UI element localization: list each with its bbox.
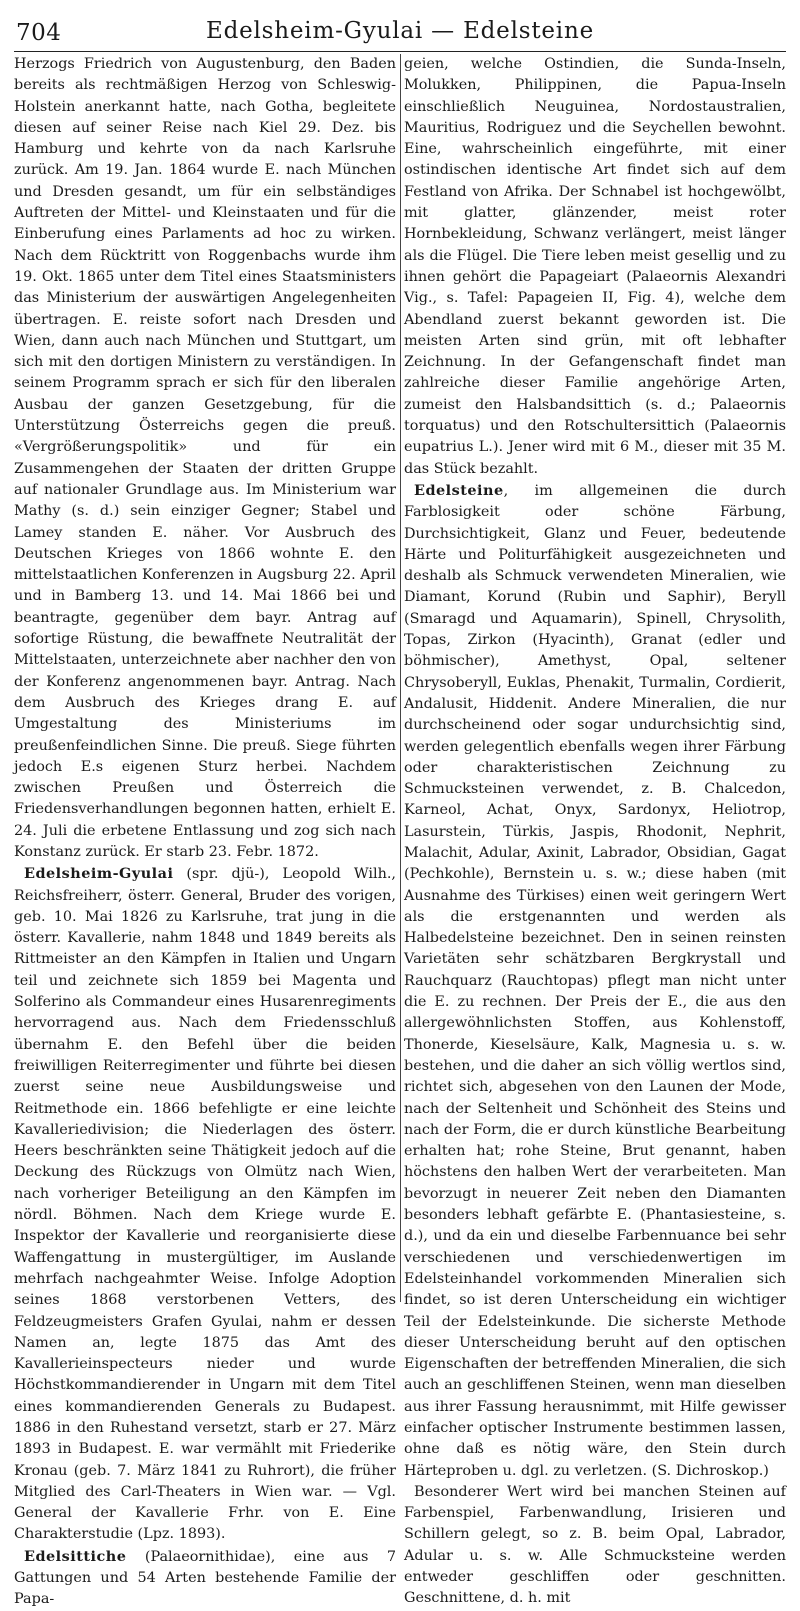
entry-edelsteine-text: , im allgemeinen die durch Farblosigkeit oder schöne Färbung, Durchsichtigkeit, Glanz und Feuer, bedeutende Härte und Politurfähigkeit ausgezeichneten und deshalb als Schmuck verwendeten Mineralien, wie Diamant, Korund (Rubin und Saphir), Beryll (Smaragd und Aquamarin), Spinell, Chrysolith, Topas, Zirkon (Hyacinth), Granat (edler und böhmischer), Amethyst, Opal, seltener Chrysoberyll, Euklas, Phenakit, Turmalin, Cordierit, Andalusit, Hiddenit. Andere Mineralien, die nur durchscheinend oder sogar undurchsichtig sind, werden gelegentlich ebenfalls wegen ihrer Färbung oder charakteristischen Zeichnung zu Schmucksteinen verwendet, z. B. Chalcedon, Karneol, Achat, Onyx, Sardonyx, Heliotrop, Lasurstein, Türkis, Jaspis, Rhodonit, Nephrit, Malachit, Adular, Axinit, Labrador, Obsidian, Gagat (Pechkohle), Bernstein u. s. w.; diese haben (mit Ausnahme des Türkises) einen weit geringern Wert als die erstgenannten und werden als Halbedelsteine bezeichnet. Den in seinen reinsten Varietäten sehr schätzbaren Bergkrystall und Rauchquarz (Rauchtopas) pflegt man nicht unter die E. zu rechnen. Der Preis der E., die aus den allergewöhnlichsten Stoffen, aus Kohlenstoff, Thonerde, Kieselsäure, Kalk, Magnesia u. s. w. bestehen, und die daher an sich völlig wertlos sind, richtet sich, abgesehen von den Launen der Mode, nach der Seltenheit und Schönheit des Steins und nach der Form, die er durch künstliche Bearbeitung erhalten hat; rohe Steine, Brut genannt, haben höchstens den halben Wert der verarbeiteten. Man bevorzugt in neuerer Zeit neben den Diamanten besonders lebhaft gefärbte E. (Phantasiesteine, s. d.), und da ein und dieselbe Farbennuance bei sehr verschiedenen und verschiedenwertigen im Edelsteinhandel vorkommenden Mineralien sich findet, so ist deren Unterscheidung ein wichtiger Teil der Edelsteinkunde. Die sicherste Methode dieser Unterscheidung beruht auf den optischen Eigenschaften der betreffenden Mineralien, die sich auch an geschliffenen Steinen, wenn man dieselben aus ihrer Fassung herausnimmt, mit Hilfe gewisser einfacher optischer Instrumente bestimmen lassen, ohne daß es nötig wäre, den Stein durch Härteproben u. dgl. zu verletzen. (S. Dichroskop.) xyxy=(404,482,786,1479)
entry-edelsittiche-continuation: geien, welche Ostindien, die Sunda-Inseln, Molukken, Philippinen, die Papua-Inseln einschließlich Neuguinea, Nordostaustralien, Mauritius, Rodriguez und die Seychellen bewohnt. Eine, wahrscheinlich eingeführte, mit einer ostindischen identische Art findet sich auf dem Festland von Afrika. Der Schnabel ist hochgewölbt, mit glatter, glänzender, meist roter Hornbekleidung, Schwanz verlängert, meist länger als die Flügel. Die Tiere leben meist gesellig und zu ihnen gehört die Papageiart (Palaeornis Alexandri Vig., s. Tafel: Papageien II, Fig. 4), welche dem Abendland zuerst bekannt geworden ist. Die meisten Arten sind grün, mit oft lebhafter Zeichnung. In der Gefangenschaft findet man zahlreiche dieser Familie angehörige Arten, zumeist den Halsbandsittich (s. d.; Palaeornis torquatus) und den Rotschultersittich (Palaeornis eupatrius L.). Jener wird mit 6 M., dieser mit 35 M. das Stück bezahlt. xyxy=(404,56,786,477)
running-head: Edelsheim-Gyulai — Edelsteine xyxy=(206,18,594,44)
entry-edelsheim-gyulai-text: (spr. djü-), Leopold Wilh., Reichsfreiherr, österr. General, Bruder des vorigen, geb. 10. Mai 1826 zu Karlsruhe, trat jung in die österr. Kavallerie, nahm 1848 und 1849 bereits als Rittmeister an den Kämpfen in Italien und Ungarn teil und zeichnete sich 1859 bei Magenta und Solferino als Commandeur eines Husarenregiments hervorragend aus. Nach dem Friedensschluß übernahm E. den Befehl über die beiden freiwilligen Reiterregimenter und führte bei diesen zuerst seine neue Ausbildungsweise und Reitmethode ein. 1866 befehligte er eine leichte Kavalleriedivision; die Niederlagen des österr. Heers beschränkten seine Thätigkeit jedoch auf die Deckung des Rückzugs von Olmütz nach Wien, nach vorheriger Beteiligung an den Kämpfen im nördl. Böhmen. Nach dem Kriege wurde E. Inspektor der Kavallerie und reorganisierte diese Waffengattung in mustergültiger, im Auslande mehrfach nachgeahmter Weise. Infolge Adoption seines 1868 verstorbenen Vetters, des Feldzeugmeisters Grafen Gyulai, nahm er dessen Namen an, legte 1875 das Amt des Kavallerieinspecteurs nieder und wurde Höchstkommandierender in Ungarn mit dem Titel eines kommandierenden Generals zu Budapest. 1886 in den Ruhestand versetzt, starb er 27. März 1893 in Budapest. E. war vermählt mit Friederike Kronau (geb. 7. März 1841 zu Ruhrort), die früher Mitglied des Carl-Theaters in Wien war. — Vgl. General der Kavallerie Frhr. von E. Eine Charakterstudie (Lpz. 1893). xyxy=(14,866,396,1543)
left-column xyxy=(14,54,396,1608)
headword-edelsteine: Edelsteine xyxy=(414,481,504,499)
entry-continuation: Herzogs Friedrich von Augustenburg, den Baden bereits als rechtmäßigen Herzog von Schleswig-Holstein anerkannt hatte, nach Gotha, begleitete diesen auf seiner Reise nach Kiel 29. Dez. bis Hamburg und kehrte von da nach Karlsruhe zurück. Am 19. Jan. 1864 wurde E. nach München und Dresden gesandt, um für ein selbständiges Auftreten der Mittel- und Kleinstaaten und für die Einberufung eines Parlaments ad hoc zu wirken. Nach dem Rücktritt von Roggenbachs wurde ihm 19. Okt. 1865 unter dem Titel eines Staatsministers das Ministerium der auswärtigen Angelegenheiten übertragen. E. reiste sofort nach Dresden und Wien, dann auch nach München und Stuttgart, um sich mit den dortigen Ministern zu verständigen. In seinem Programm sprach er sich für den liberalen Ausbau der ganzen Gesetzgebung, für die Unterstützung Österreichs gegen die preuß. «Vergrößerungspolitik» und für ein Zusammengehen der Staaten der dritten Gruppe auf nationaler Grundlage aus. Im Ministerium war Mathy (s. d.) sein einziger Gegner; Stabel und Lamey standen E. näher. Vor Ausbruch des Deutschen Krieges von 1866 wohnte E. den mittelstaatlichen Konferenzen in Augsburg 22. April und in Bamberg 13. und 14. Mai 1866 bei und beantragte, gegenüber dem bayr. Antrag auf sofortige Rüstung, die bewaffnete Neutralität der Mittelstaaten, unterzeichnete aber nachher den von der Konferenz angenommenen bayr. Antrag. Nach dem Ausbruch des Krieges drang E. auf Umgestaltung des Ministeriums im preußenfeindlichen Sinne. Die preuß. Siege führten jedoch E.s eigenen Sturz herbei. Nachdem zwischen Preußen und Österreich die Friedensverhandlungen begonnen hatten, erhielt E. 24. Juli die erbetene Entlassung und zog sich nach Konstanz zurück. Er starb 23. Febr. 1872. xyxy=(14,56,396,860)
text-columns xyxy=(14,54,786,1608)
page-number: 704 xyxy=(16,20,62,46)
entry-edelsteine xyxy=(404,480,786,1482)
headword-edelsheim-gyulai: Edelsheim-Gyulai xyxy=(24,865,174,883)
page-header xyxy=(14,14,786,54)
column-divider xyxy=(400,54,401,1302)
entry-edelsteine-paragraph-2: Besonderer Wert wird bei manchen Steinen auf Farbenspiel, Farbenwandlung, Irisieren und Schillern gelegt, so z. B. beim Opal, Labrador, Adular u. s. w. Alle Schmucksteine werden entweder geschliffen oder geschnitten. Geschnittene, d. h. mit xyxy=(404,1483,786,1607)
right-column xyxy=(404,54,786,1607)
entry-edelsheim-gyulai xyxy=(14,863,396,1546)
entry-edelsittiche xyxy=(14,1546,396,1611)
header-rule xyxy=(14,51,786,52)
entry-edelsittiche-text: (Palaeornithidae), eine aus 7 Gattungen und 54 Arten bestehende Familie der Papa- xyxy=(14,1548,396,1608)
headword-edelsittiche: Edelsittiche xyxy=(24,1547,127,1565)
